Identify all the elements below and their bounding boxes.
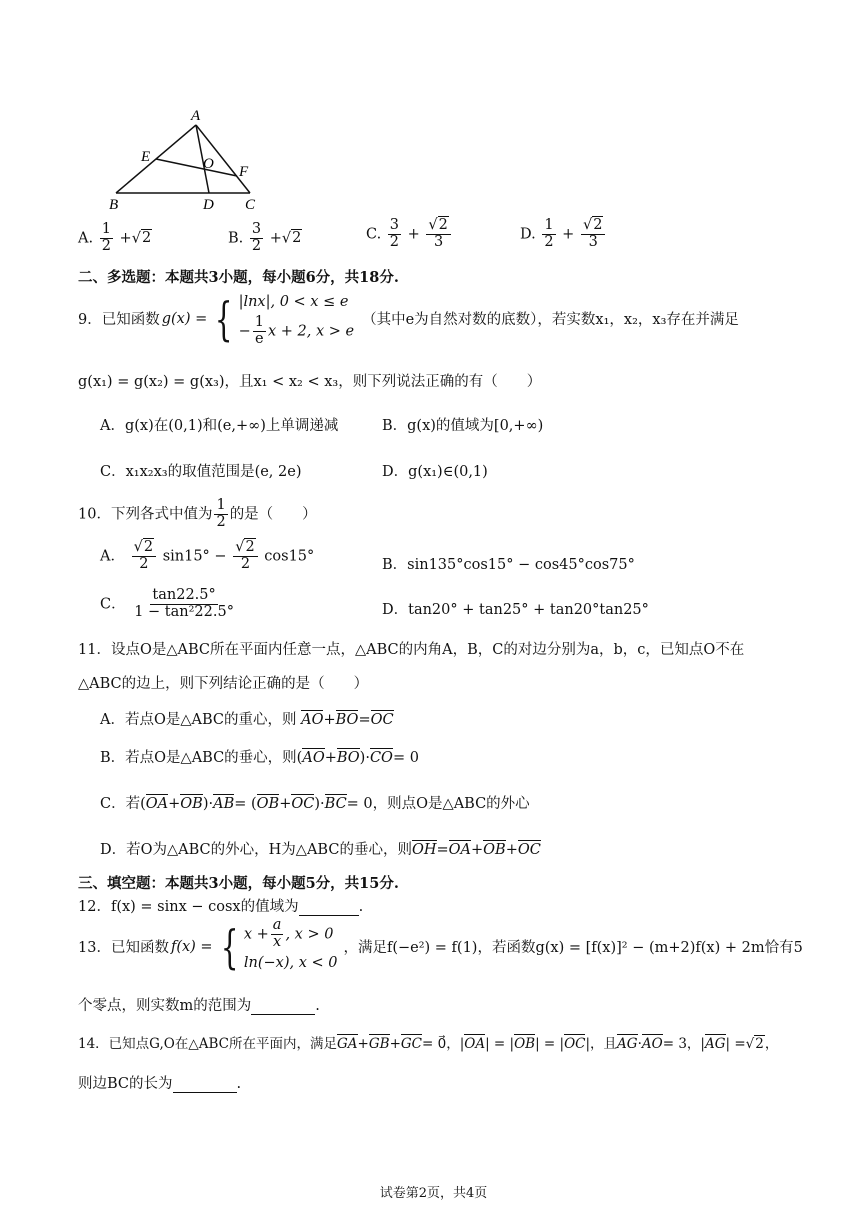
q11-option-b[interactable]: B．若点O是△ABC的垂心，则(AO+BO)·CO= 0 [100, 750, 419, 766]
q10-option-c[interactable]: C． $\frac{\tan 22.5^\circ}{\text{1 − tan²22.5°}}$ [100, 587, 234, 620]
q11-option-d[interactable]: D．若O为△ABC的外心，H为△ABC的垂心，则OH=OA+OB+OC [100, 842, 541, 858]
q10-option-d[interactable]: D．tan20° + tan25° + tan20°tan25° [382, 602, 649, 618]
q11-option-a[interactable]: A．若点O是△ABC的重心，则 AO+BO=OC [100, 712, 394, 728]
triangle-figure [100, 105, 270, 215]
q9-option-c[interactable]: C．x₁x₂x₃的取值范围是(e, 2e) [100, 464, 302, 480]
q8-option-a[interactable]: A. $\frac{1}{2}$ +√2 [78, 221, 152, 254]
q9-option-d[interactable]: D．g(x₁)∈(0,1) [382, 464, 488, 480]
q10-stem: 10．下列各式中值为 $\frac{1}{2}$ 的是（ ） [78, 497, 317, 530]
q12-answer-blank[interactable] [299, 901, 359, 916]
label-f: F [239, 164, 249, 180]
q8-option-b[interactable]: B. $\frac{3}{2}$ +√2 [228, 221, 302, 254]
q8-option-d[interactable]: D. $\frac{1}{2}$ + $\frac{√2}{3}$ [520, 218, 607, 251]
q14-line2: 则边BC的长为 . [78, 1076, 242, 1092]
label-a: A [191, 108, 201, 124]
q14-answer-blank[interactable] [173, 1078, 237, 1093]
q12-stem: 12．f(x) = sinx − cosx的值域为 . [78, 899, 364, 915]
q14-stem: 14．已知点G,O在△ABC所在平面内，满足GA+GB+GC= 0⃗，|OA| = |OB| = |OC|，且AG·AO= 3，|AG| =√2， [78, 1036, 779, 1052]
q10-option-b[interactable]: B．sin135°cos15° − cos45°cos75° [382, 557, 635, 573]
q8-option-c[interactable]: C. $\frac{3}{2}$ + $\frac{√2}{3}$ [366, 218, 453, 251]
label-d: D [203, 197, 214, 213]
q10-option-a[interactable]: A． $\frac{√2}{2}$ sin15° − $\frac{√2}{2}$ cos15° [100, 539, 315, 572]
q13-answer-blank[interactable] [251, 1000, 315, 1015]
label-o: O [203, 156, 214, 172]
q9-stem: 9．已知函数 g(x) = { |lnx|, 0 < x ≤ e − $\frac{1}{e}$ x + 2, x > e （其中e为自然对数的底数），若实数x₁，x₂，x₃存在并满足 [78, 291, 739, 347]
label-b: B [109, 197, 119, 213]
q9-option-b[interactable]: B．g(x)的值域为[0,+∞) [382, 418, 544, 434]
page-footer: 试卷第2页，共4页 [379, 1186, 488, 1201]
section3-title: 三、填空题：本题共3小题，每小题5分，共15分. [78, 875, 399, 892]
q9-option-a[interactable]: A．g(x)在(0,1)和(e,+∞)上单调递减 [100, 418, 339, 434]
q11-stem-line1: 11．设点O是△ABC所在平面内任意一点，△ABC的内角A，B，C的对边分别为a，b，c，已知点O不在 [78, 642, 745, 658]
label-c: C [245, 197, 256, 213]
section2-title: 二、多选题：本题共3小题，每小题6分，共18分. [78, 269, 399, 286]
q11-option-c[interactable]: C．若(OA+OB)·AB= (OB+OC)·BC= 0，则点O是△ABC的外心 [100, 796, 530, 812]
q13-stem: 13．已知函数 f(x) = { x + $\frac{a}{x}$ , x > 0 ln(−x), x < 0 ，满足f(−e²) = f(1)，若函数g(x) = [f(x)]² − (m+2)f(x) + 2m恰有5 [78, 917, 803, 974]
q11-stem-line2: △ABC的边上，则下列结论正确的是（ ） [78, 676, 369, 692]
q13-line2: 个零点，则实数m的范围为 . [78, 998, 320, 1014]
label-e: E [141, 149, 151, 165]
q9-condition: g(x₁) = g(x₂) = g(x₃)，且x₁ < x₂ < x₃，则下列说法正确的有（ ） [78, 374, 542, 390]
